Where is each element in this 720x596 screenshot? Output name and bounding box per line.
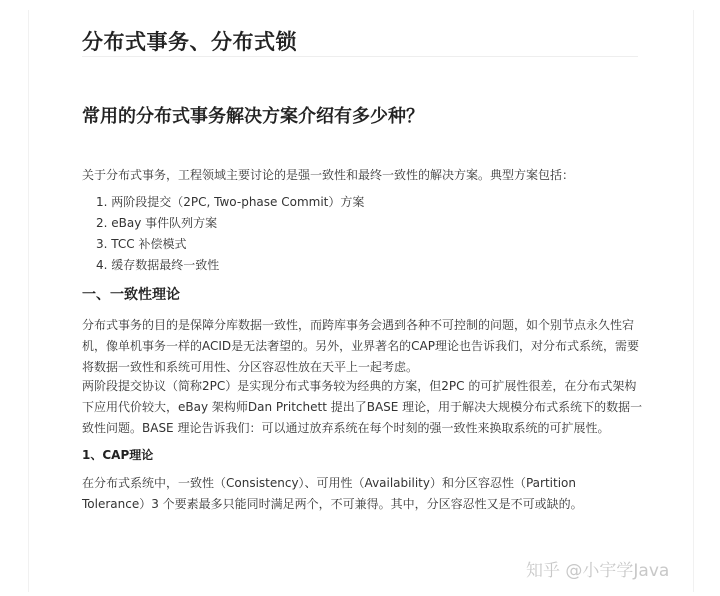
solution-item: 2. eBay 事件队列方案 (96, 216, 218, 230)
solution-list (96, 192, 364, 276)
section-heading-consistency: 一、一致性理论 (82, 287, 180, 303)
question-heading: 常用的分布式事务解决方案介绍有多少种？ (82, 106, 424, 127)
article-title: 分布式事务、分布式锁 (82, 30, 297, 54)
title-divider (82, 56, 638, 57)
subsection-heading-cap: 1、CAP理论 (82, 448, 154, 462)
intro-paragraph: 关于分布式事务，工程领域主要讨论的是强一致性和最终一致性的解决方案。典型方案包括： (82, 168, 575, 182)
zhihu-watermark: 知乎 @小宇学Java (526, 561, 670, 581)
solution-item: 1. 两阶段提交（2PC, Two-phase Commit）方案 (96, 195, 365, 209)
solution-item: 3. TCC 补偿模式 (96, 237, 187, 251)
solution-item: 4. 缓存数据最终一致性 (96, 258, 220, 272)
consistency-paragraph-2: 两阶段提交协议（简称2PC）是实现分布式事务较为经典的方案，但2PC 的可扩展性很差，在分布式架构下应用代价较大，eBay 架构师Dan Pritchett 提出了BASE 理论，用于解决大规模分布式系统下的数据一致性问题。BASE 理论告诉我们：可以通过放弃系统在每个时刻的强一致性来换取系统的可扩展性。 (82, 379, 643, 435)
cap-paragraph: 在分布式系统中，一致性（Consistency）、可用性（Availability）和分区容忍性（Partition Tolerance）3 个要素最多只能同时满足两个，不可兼得。其中，分区容忍性又是不可或缺的。 (82, 476, 583, 511)
consistency-paragraph-1: 分布式事务的目的是保障分库数据一致性，而跨库事务会遇到各种不可控制的问题，如个别节点永久性宕机，像单机事务一样的ACID是无法奢望的。另外，业界著名的CAP理论也告诉我们，对分布式系统，需要将数据一致性和系统可用性、分区容忍性放在天平上一起考虑。 (82, 318, 639, 374)
